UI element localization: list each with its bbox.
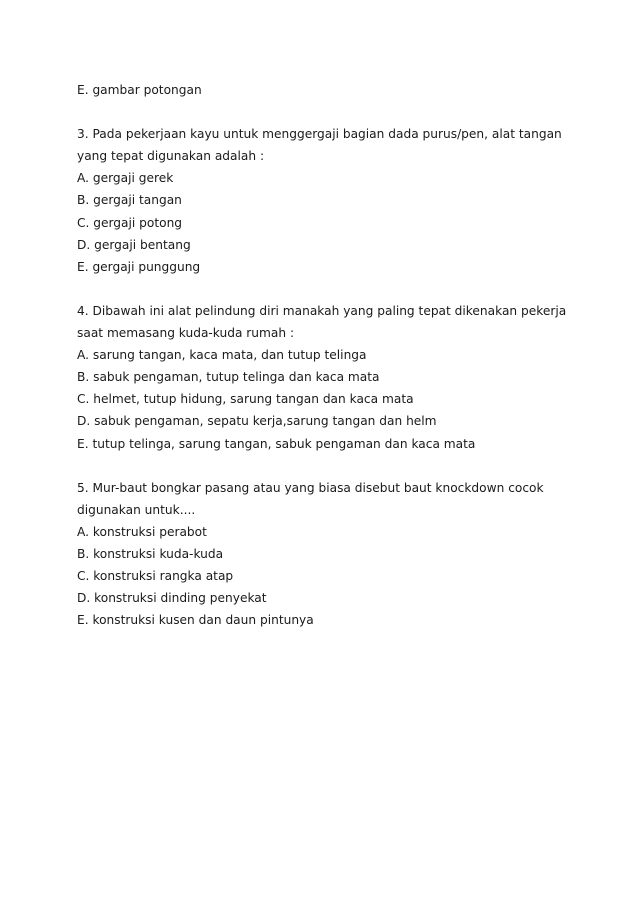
paragraph-gap	[77, 278, 577, 300]
question-3-option-e: E. gergaji punggung	[77, 259, 201, 274]
document-content	[77, 79, 577, 631]
question-3-stem-line-1: 3. Pada pekerjaan kayu untuk menggergaji bagian dada purus/pen, alat tangan	[77, 127, 562, 142]
question-5-option-e: E. konstruksi kusen dan daun pintunya	[77, 613, 314, 628]
question-3-option-b: B. gergaji tangan	[77, 193, 182, 208]
question-5-option-c: C. konstruksi rangka atap	[77, 569, 234, 584]
paragraph-gap	[77, 455, 577, 477]
question-4-option-c: C. helmet, tutup hidung, sarung tangan dan kaca mata	[77, 392, 414, 407]
question-5-option-b: B. konstruksi kuda-kuda	[77, 546, 224, 561]
answer-option-e: E. gambar potongan	[77, 83, 202, 97]
question-5	[77, 477, 577, 632]
question-5-stem-line-1: 5. Mur-baut bongkar pasang atau yang biasa disebut baut knockdown cocok	[77, 480, 544, 495]
question-3-option-a: A. gergaji gerek	[77, 171, 174, 186]
question-3-option-c: C. gergaji potong	[77, 215, 183, 230]
question-4-option-d: D. sabuk pengaman, sepatu kerja,sarung tangan dan helm	[77, 414, 437, 429]
question-4-option-e: E. tutup telinga, sarung tangan, sabuk pengaman dan kaca mata	[77, 436, 476, 451]
question-5-stem-line-2: digunakan untuk....	[77, 502, 196, 517]
question-3	[77, 123, 577, 278]
question-4-stem-line-2: saat memasang kuda-kuda rumah :	[77, 326, 295, 341]
question-4	[77, 300, 577, 455]
question-5-option-d: D. konstruksi dinding penyekat	[77, 591, 267, 606]
question-3-stem-line-2: yang tepat digunakan adalah :	[77, 149, 265, 164]
question-5-option-a: A. konstruksi perabot	[77, 524, 207, 539]
question-3-option-d: D. gergaji bentang	[77, 237, 191, 252]
question-4-stem-line-1: 4. Dibawah ini alat pelindung diri manakah yang paling tepat dikenakan pekerja	[77, 303, 567, 318]
question-4-option-b: B. sabuk pengaman, tutup telinga dan kaca mata	[77, 370, 380, 385]
paragraph-gap	[77, 101, 577, 123]
question-4-option-a: A. sarung tangan, kaca mata, dan tutup telinga	[77, 348, 367, 363]
